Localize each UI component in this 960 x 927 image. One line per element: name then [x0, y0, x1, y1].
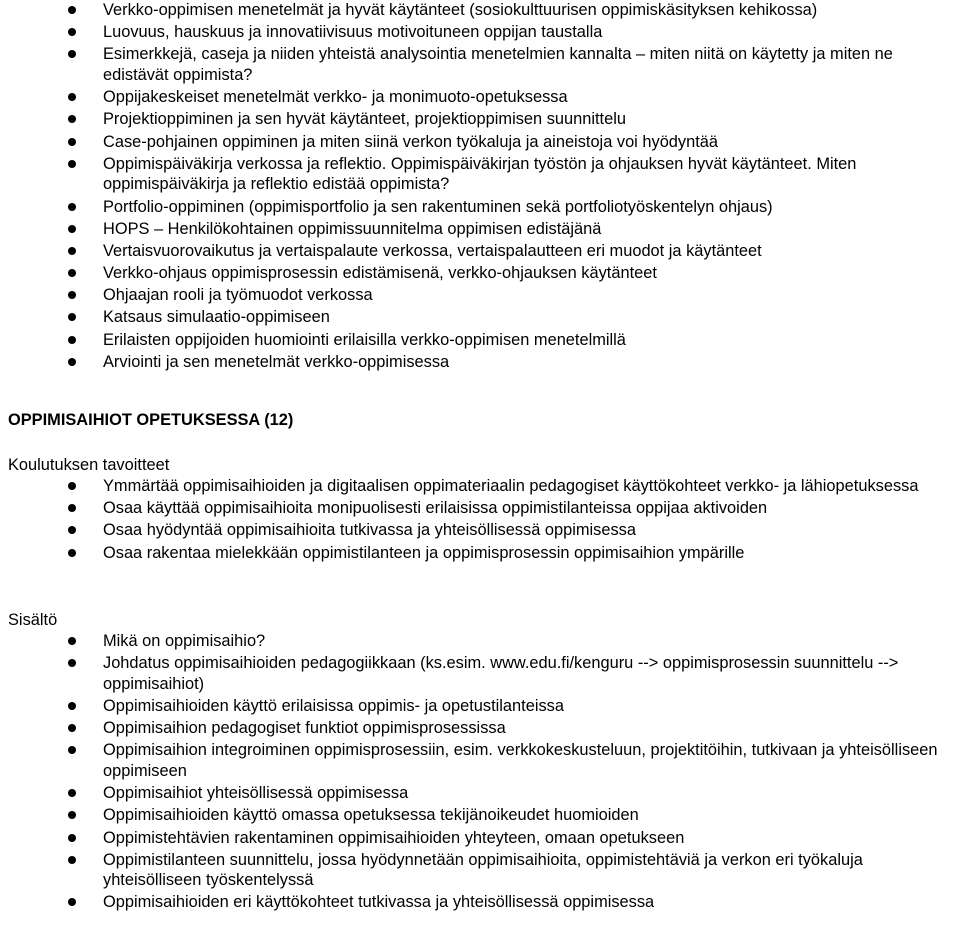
bullet-icon	[68, 834, 76, 842]
list-item-text: Verkko-ohjaus oppimisprosessin edistämisenä, verkko-ohjauksen käytänteet	[103, 264, 657, 283]
list-item	[0, 22, 960, 43]
bullet-icon	[68, 6, 76, 14]
bullet-icon	[68, 336, 76, 344]
list-item-text: Katsaus simulaatio-oppimiseen	[103, 308, 330, 327]
list-item-text: Osaa rakentaa mielekkään oppimistilanteen ja oppimisprosessin oppimisaihion ympärille	[103, 543, 745, 562]
bullet-icon	[68, 138, 76, 146]
bullet-icon	[68, 269, 76, 277]
list-item	[0, 285, 960, 306]
list-item	[0, 805, 960, 826]
bullet-icon	[68, 724, 76, 732]
goals-list	[0, 476, 960, 565]
section-heading: OPPIMISAIHIOT OPETUKSESSA (12)	[8, 411, 294, 429]
list-item-text: Oppimisaihioiden eri käyttökohteet tutkivassa ja yhteisöllisessä oppimisessa	[103, 893, 655, 912]
bullet-icon	[68, 659, 76, 667]
list-item	[0, 307, 960, 328]
list-item	[0, 132, 960, 153]
goals-label: Koulutuksen tavoitteet	[8, 456, 170, 474]
list-item-text: Erilaisten oppijoiden huomiointi erilaisilla verkko-oppimisen menetelmillä	[103, 330, 626, 349]
bullet-icon	[68, 811, 76, 819]
list-item	[0, 109, 960, 130]
list-item-text: Ohjaajan rooli ja työmuodot verkossa	[103, 286, 373, 305]
list-item	[0, 352, 960, 373]
list-item	[0, 476, 960, 497]
bullet-icon	[68, 702, 76, 710]
bullet-icon	[68, 203, 76, 211]
list-item-text: Oppimisaihion integroiminen oppimisprosessiin, esim. verkkokeskusteluun, projektitöihin, tutkivaan ja yhteisölliseen oppimiseen	[103, 741, 938, 780]
list-item-text: Portfolio-oppiminen (oppimisportfolio ja sen rakentuminen sekä portfoliotyöskentelyn ohjaus)	[103, 197, 773, 216]
bullet-icon	[68, 93, 76, 101]
list-item-text: Oppimistilanteen suunnittelu, jossa hyödynnetään oppimisaihioita, oppimistehtäviä ja verkon eri työkaluja yhteisölliseen työskentelyssä	[103, 850, 863, 890]
list-item-text: Oppimisaihiot yhteisöllisessä oppimisessa	[103, 784, 409, 803]
list-item	[0, 44, 960, 85]
list-item	[0, 696, 960, 717]
list-item	[0, 828, 960, 849]
list-item-text: Luovuus, hauskuus ja innovatiivisuus motivoituneen oppijan taustalla	[103, 23, 603, 42]
list-item-text: Johdatus oppimisaihioiden pedagogiikkaan (ks.esim. www.edu.fi/kenguru --> oppimisprosessin suunnittelu --> oppimisaihiot)	[103, 654, 899, 693]
list-item-text: HOPS – Henkilökohtainen oppimissuunnitelma oppimisen edistäjänä	[103, 219, 602, 238]
list-item	[0, 783, 960, 804]
bullet-icon	[68, 358, 76, 366]
list-item-text: Projektioppiminen ja sen hyvät käytänteet, projektioppimisen suunnittelu	[103, 110, 626, 129]
list-item-text: Esimerkkejä, caseja ja niiden yhteistä analysointia menetelmien kannalta – miten niitä on käytetty ja miten ne edistävät oppimista?	[103, 45, 893, 84]
bullet-icon	[68, 549, 76, 557]
list-item	[0, 631, 960, 652]
list-item-text: Osaa hyödyntää oppimisaihioita tutkivassa ja yhteisöllisessä oppimisessa	[103, 521, 636, 540]
list-item-text: Case-pohjainen oppiminen ja miten siinä verkon työkaluja ja aineistoja voi hyödyntää	[103, 132, 719, 151]
list-item	[0, 197, 960, 218]
bullet-icon	[68, 225, 76, 233]
list-item-text: Arviointi ja sen menetelmät verkko-oppimisessa	[103, 352, 450, 371]
list-item-text: Oppimisaihioiden käyttö erilaisissa oppimis- ja opetustilanteissa	[103, 696, 564, 715]
list-item-text: Ymmärtää oppimisaihioiden ja digitaalisen oppimateriaalin pedagogiset käyttökohteet verkko- ja lähiopetuksessa	[103, 477, 919, 495]
bullet-icon	[68, 637, 76, 645]
list-item	[0, 241, 960, 262]
bullet-icon	[68, 898, 76, 906]
bullet-icon	[68, 160, 76, 168]
list-item	[0, 653, 960, 694]
list-item	[0, 543, 960, 564]
methods-list	[0, 0, 960, 374]
list-item-text: Verkko-oppimisen menetelmät ja hyvät käytänteet (sosiokulttuurisen oppimiskäsityksen kehikossa)	[103, 1, 818, 19]
content-label: Sisältö	[8, 611, 58, 629]
bullet-icon	[68, 291, 76, 299]
bullet-icon	[68, 482, 76, 490]
list-item	[0, 330, 960, 351]
bullet-icon	[68, 789, 76, 797]
list-item-text: Osaa käyttää oppimisaihioita monipuolisesti erilaisissa oppimistilanteissa oppijaa aktivoiden	[103, 499, 768, 518]
bullet-icon	[68, 28, 76, 36]
list-item	[0, 87, 960, 108]
list-item-text: Oppimisaihioiden käyttö omassa opetuksessa tekijänoikeudet huomioiden	[103, 806, 639, 825]
bullet-icon	[68, 50, 76, 58]
list-item	[0, 740, 960, 781]
bullet-icon	[68, 313, 76, 321]
bullet-icon	[68, 856, 76, 864]
bullet-icon	[68, 746, 76, 754]
list-item	[0, 263, 960, 284]
list-item-text: Vertaisvuorovaikutus ja vertaispalaute verkossa, vertaispalautteen eri muodot ja käytänteet	[103, 241, 762, 260]
list-item-text: Oppimistehtävien rakentaminen oppimisaihioiden yhteyteen, omaan opetukseen	[103, 828, 685, 847]
list-item	[0, 718, 960, 739]
list-item-text: Oppimisaihion pedagogiset funktiot oppimisprosessissa	[103, 719, 506, 738]
list-item	[0, 219, 960, 240]
list-item	[0, 850, 960, 891]
bullet-icon	[68, 526, 76, 534]
bullet-icon	[68, 115, 76, 123]
list-item-text: Oppijakeskeiset menetelmät verkko- ja monimuoto-opetuksessa	[103, 88, 568, 107]
list-item	[0, 498, 960, 519]
content-list	[0, 631, 960, 915]
bullet-icon	[68, 504, 76, 512]
list-item	[0, 154, 960, 195]
list-item	[0, 0, 960, 21]
list-item-text: Oppimispäiväkirja verkossa ja reflektio. Oppimispäiväkirjan työstön ja ohjauksen hyvät käytänteet. Miten oppimispäiväkirja ja reflektio edistää oppimista?	[103, 154, 857, 194]
list-item-text: Mikä on oppimisaihio?	[103, 632, 266, 650]
bullet-icon	[68, 247, 76, 255]
list-item	[0, 892, 960, 913]
list-item	[0, 520, 960, 541]
